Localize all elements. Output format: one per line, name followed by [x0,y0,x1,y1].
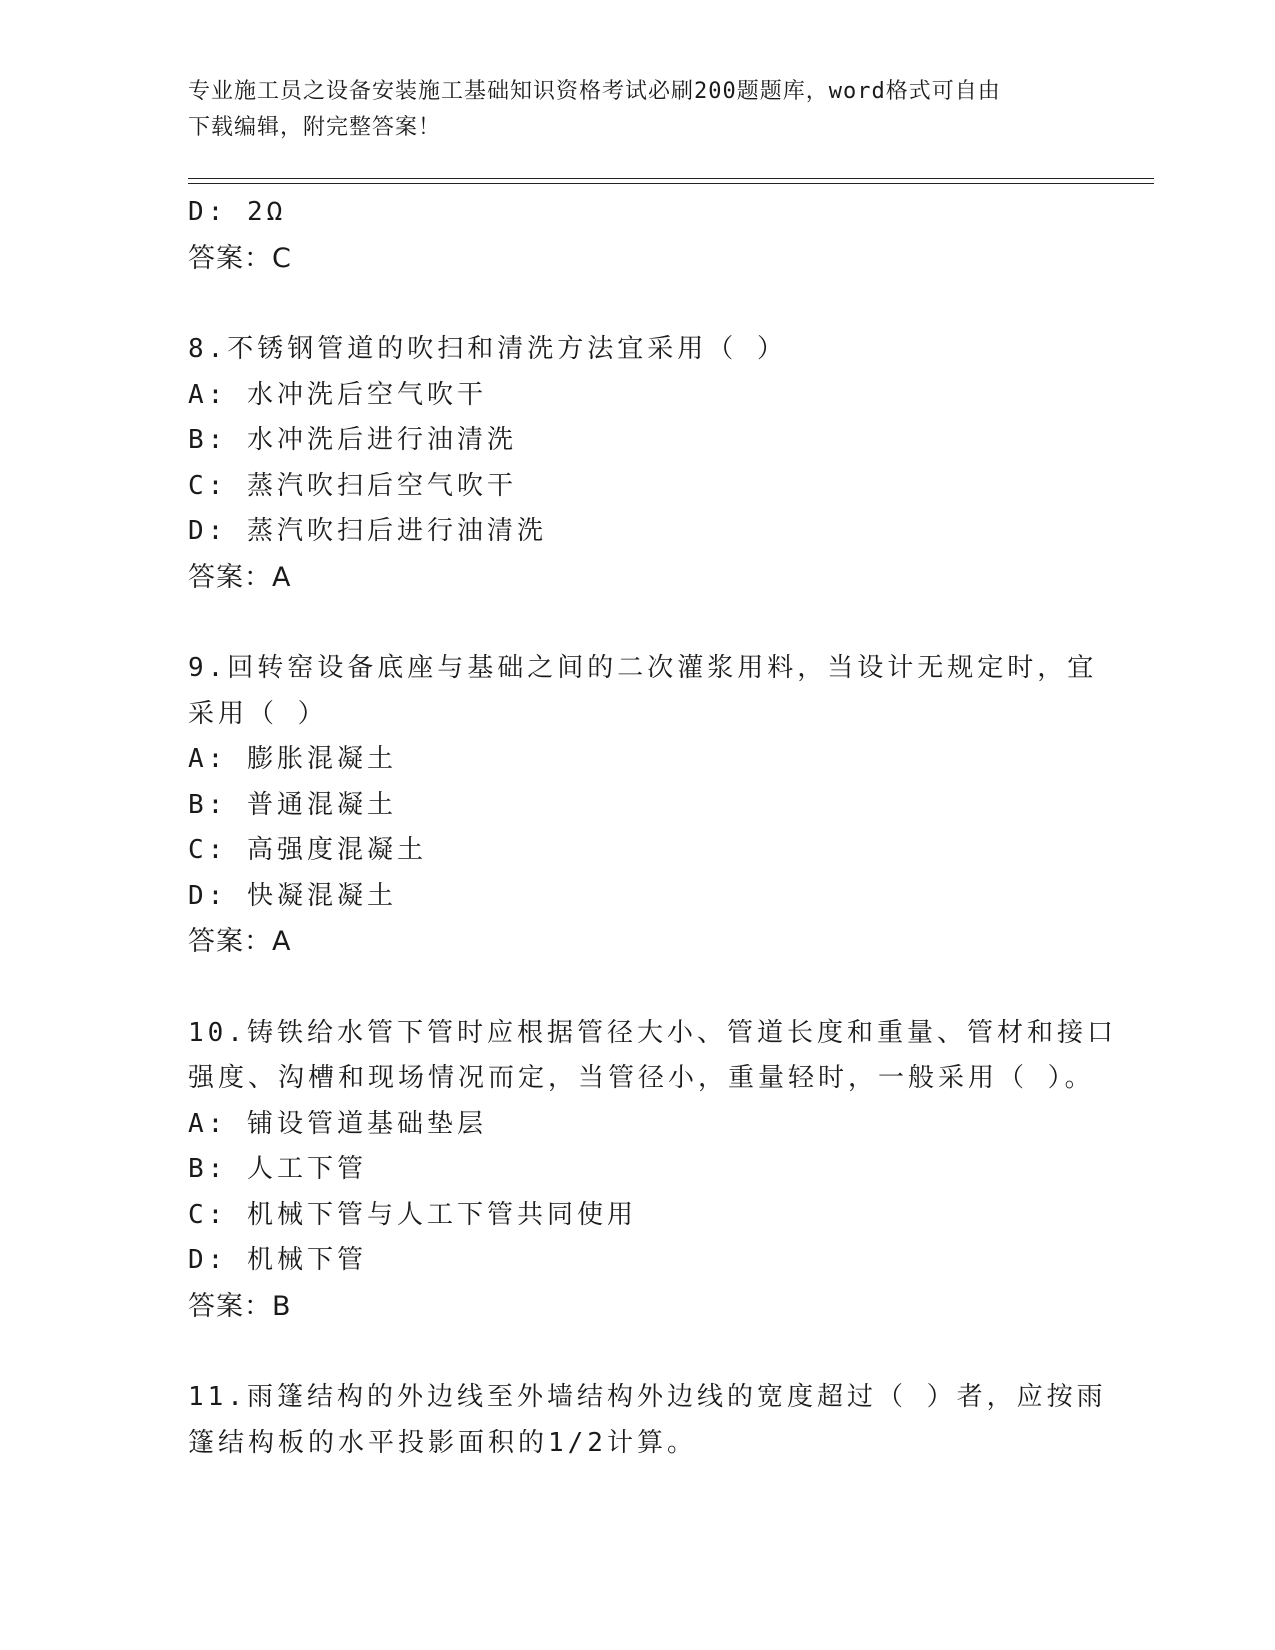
question-11 [188,1375,1107,1466]
answer-line: 答案：A [188,926,292,957]
option-c: C: 机械下管与人工下管共同使用 [188,1199,637,1230]
option-b: B: 普通混凝土 [188,789,397,820]
option-c: C: 蒸汽吹扫后空气吹干 [188,470,517,501]
option-b: B: 水冲洗后进行油清洗 [188,425,517,455]
question-stem-line-1: 10.铸铁给水管下管时应根据管径大小、管道长度和重量、管材和接口 [188,1017,1117,1048]
option-d: D: 2Ω [188,197,287,227]
option-d: D: 快凝混凝土 [188,880,397,911]
question-content [188,190,1117,1466]
answer-line: 答案：C [188,242,292,274]
question-stem-line-2: 篷结构板的水平投影面积的1/2计算。 [188,1427,697,1458]
document-header [188,74,1068,146]
header-line-1: 专业施工员之设备安装施工基础知识资格考试必刷200题题库，word格式可自由 [188,79,1001,104]
answer-line: 答案：B [188,1290,292,1322]
question-stem: 8.不锈钢管道的吹扫和清洗方法宜采用（ ） [188,334,787,364]
option-b: B: 人工下管 [188,1154,367,1184]
previous-question-tail [188,190,1088,281]
question-8 [188,327,1088,600]
question-stem-line-2: 采用（ ） [188,698,328,729]
question-stem-line-2: 强度、沟槽和现场情况而定，当管径小，重量轻时，一般采用（ ）。 [188,1063,1095,1093]
question-stem-line-1: 11.雨篷结构的外边线至外墙结构外边线的宽度超过（ ）者，应按雨 [188,1382,1107,1412]
header-line-2: 下载编辑，附完整答案！ [188,115,442,140]
question-9 [188,646,1098,965]
header-double-rule [188,178,1154,184]
option-a: A: 铺设管道基础垫层 [188,1108,487,1139]
option-d: D: 蒸汽吹扫后进行油清洗 [188,516,547,546]
option-c: C: 高强度混凝土 [188,835,427,865]
question-10 [188,1011,1117,1330]
answer-line: 答案：A [188,561,292,593]
option-a: A: 水冲洗后空气吹干 [188,379,487,410]
option-a: A: 膨胀混凝土 [188,744,397,774]
option-d: D: 机械下管 [188,1245,367,1275]
question-stem-line-1: 9.回转窑设备底座与基础之间的二次灌浆用料，当设计无规定时，宜 [188,653,1098,683]
